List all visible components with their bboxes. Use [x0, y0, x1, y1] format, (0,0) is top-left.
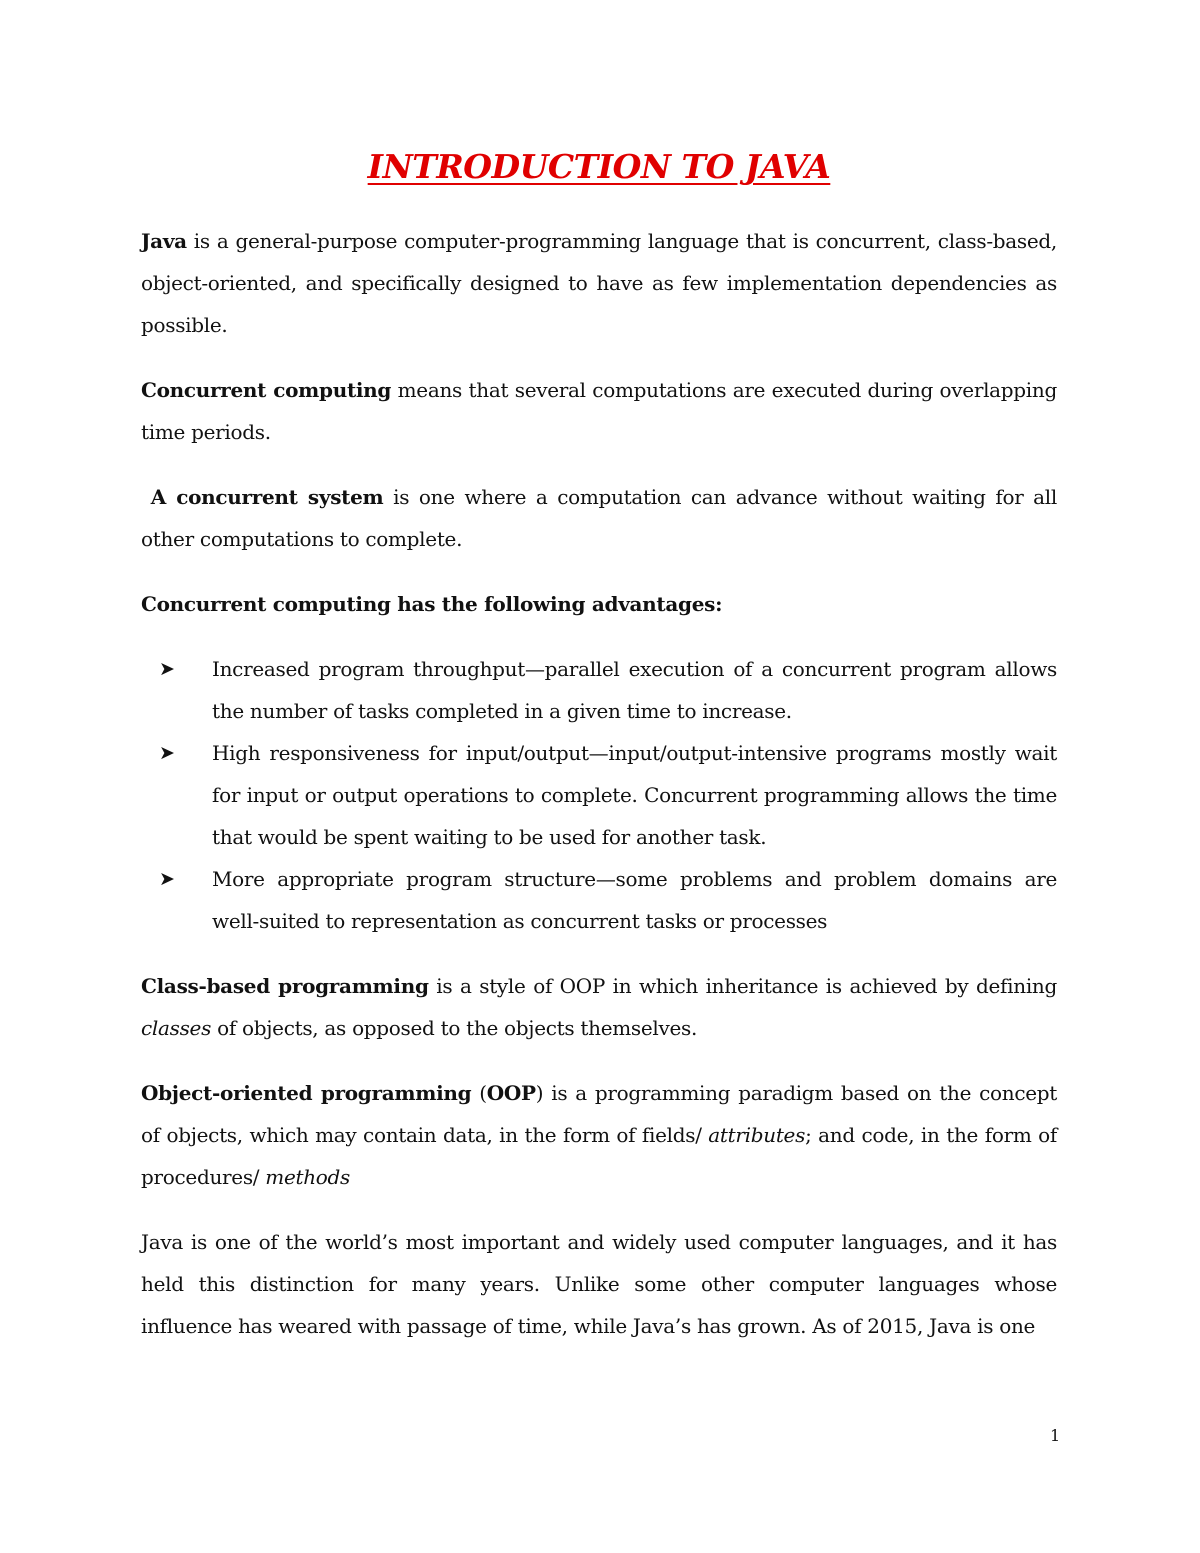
advantages-list [141, 648, 1057, 942]
arrowhead-bullet-icon: ➤ [159, 868, 175, 890]
paragraph-class-based: Class-based programming is a style of OOP in which inheritance is achieved by defining classes of objects, as opposed to the objects themselves. [141, 974, 1057, 1040]
list-item: ➤ High responsiveness for input/output—input/output-intensive programs mostly wait for input or output operations to complete. Concurrent programming allows the time that would be spent waiting to be used for another task. [141, 732, 1057, 858]
arrowhead-bullet-icon: ➤ [159, 658, 175, 680]
term-class-based: Class-based programming [141, 974, 429, 998]
term-concurrent-system: A concurrent system [150, 485, 384, 509]
paragraph-java-importance: Java is one of the world’s most important and widely used computer languages, and it has held this distinction for many years. Unlike some other computer languages whose influence has weared with passage of time, while Java’s has grown. As of 2015, Java is one [141, 1230, 1057, 1338]
advantages-heading: Concurrent computing has the following advantages: [141, 592, 723, 616]
term-oop: Object-oriented programming [141, 1081, 472, 1105]
document-body [141, 140, 1057, 1370]
list-item: ➤ Increased program throughput—parallel execution of a concurrent program allows the number of tasks completed in a given time to increase. [141, 648, 1057, 732]
term-java: Java [141, 229, 187, 253]
paragraph-oop: Object-oriented programming (OOP) is a programming paradigm based on the concept of objects, which may contain data, in the form of fields/ attributes; and code, in the form of procedures/ methods [141, 1081, 1057, 1189]
page-title: INTRODUCTION TO JAVA [367, 147, 831, 186]
paragraph-concurrent-computing: Concurrent computing means that several computations are executed during overlapping time periods. [141, 378, 1057, 444]
paragraph-concurrent-system: A concurrent system is one where a computation can advance without waiting for all other computations to complete. [141, 485, 1057, 551]
page-number: 1 [1050, 1426, 1061, 1445]
arrowhead-bullet-icon: ➤ [159, 742, 175, 764]
paragraph-java-definition: Java is a general-purpose computer-programming language that is concurrent, class-based, object-oriented, and specifically designed to have as few implementation dependencies as possible. [141, 229, 1057, 337]
term-concurrent-computing: Concurrent computing [141, 378, 392, 402]
list-item: ➤ More appropriate program structure—some problems and problem domains are well-suited to representation as concurrent tasks or processes [141, 858, 1057, 942]
